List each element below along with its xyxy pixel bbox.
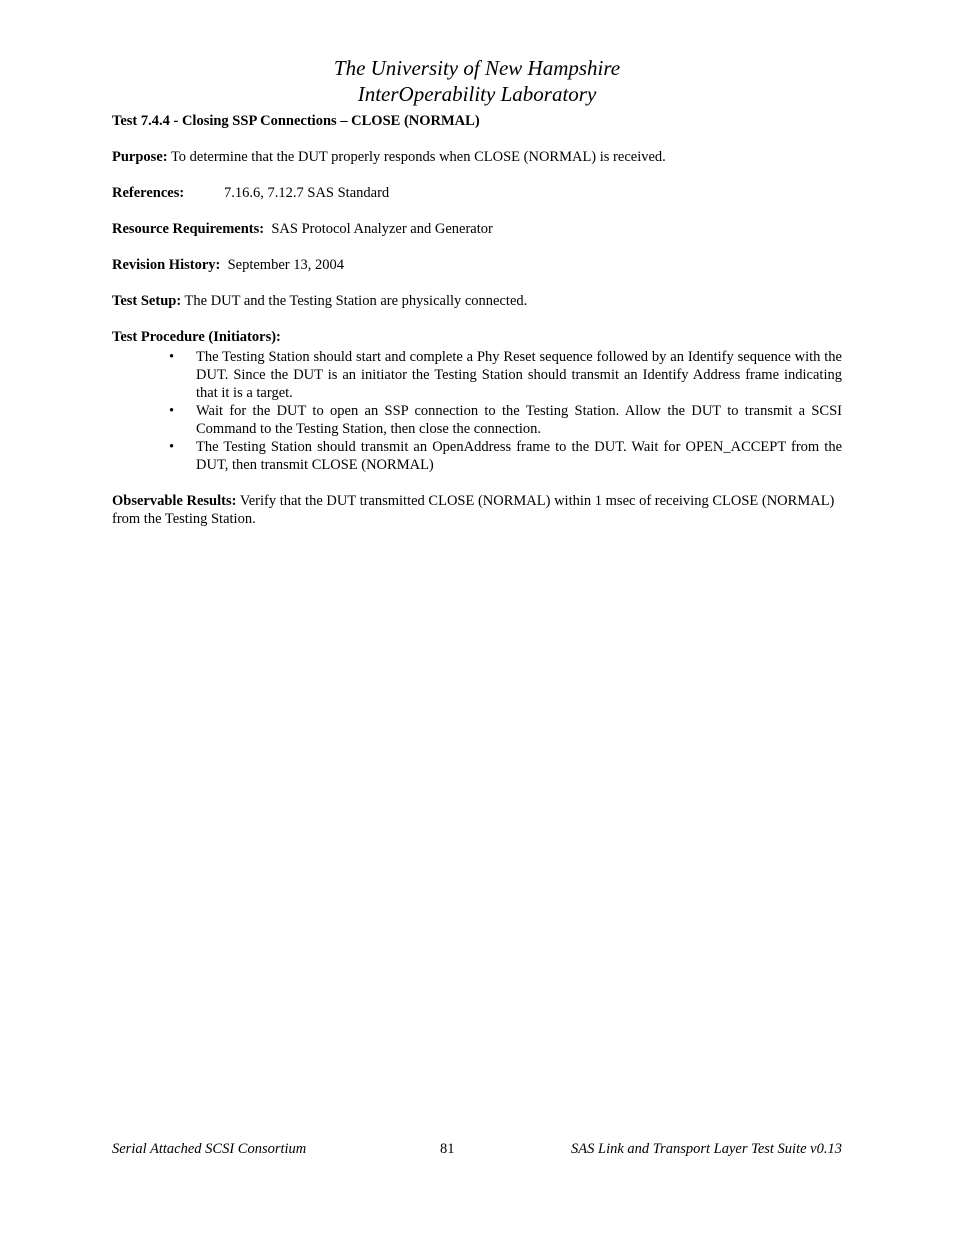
results-text: Verify that the DUT transmitted CLOSE (NORMAL) within 1 msec of receiving CLOSE (NORMAL) from the Testing Station. <box>112 493 835 527</box>
procedure-step <box>112 438 842 474</box>
procedure-list <box>112 348 842 474</box>
setup-paragraph <box>112 292 842 310</box>
document-footer <box>112 1140 842 1158</box>
footer-consortium: Serial Attached SCSI Consortium <box>112 1141 307 1157</box>
bullet-icon: • <box>169 349 175 365</box>
procedure-step <box>112 348 842 402</box>
test-section <box>112 112 842 546</box>
procedure-step-text: Wait for the DUT to open an SSP connection to the Testing Station. Allow the DUT to transmit a SCSI Command to the Testing Station, then close the connection. <box>196 403 842 437</box>
procedure-step <box>112 402 842 438</box>
resources-paragraph <box>112 220 842 238</box>
purpose-label: Purpose: <box>112 149 168 165</box>
page-number: 81 <box>440 1141 455 1157</box>
bullet-icon: • <box>169 403 175 419</box>
purpose-paragraph <box>112 148 842 166</box>
purpose-text: To determine that the DUT properly responds when CLOSE (NORMAL) is received. <box>167 149 666 165</box>
revision-paragraph <box>112 256 842 274</box>
procedure-step-text: The Testing Station should start and complete a Phy Reset sequence followed by an Identify sequence with the DUT. Since the DUT is an initiator the Testing Station should transmit an Identify Address frame indicating that it is a target. <box>196 349 842 401</box>
references-text: 7.16.6, 7.12.7 SAS Standard <box>224 185 390 201</box>
document-header <box>0 55 954 107</box>
setup-text: The DUT and the Testing Station are physically connected. <box>181 293 528 309</box>
footer-suite-title: SAS Link and Transport Layer Test Suite v0.13 <box>571 1141 842 1157</box>
revision-label: Revision History: <box>112 257 221 273</box>
resources-text: SAS Protocol Analyzer and Generator <box>264 221 493 237</box>
header-laboratory: InterOperability Laboratory <box>357 82 597 106</box>
setup-label: Test Setup: <box>112 293 182 309</box>
revision-text: September 13, 2004 <box>220 257 344 273</box>
results-label: Observable Results: <box>112 493 237 509</box>
results-paragraph <box>112 492 842 528</box>
header-university: The University of New Hampshire <box>333 56 621 80</box>
references-paragraph <box>112 184 842 202</box>
test-title: Test 7.4.4 - Closing SSP Connections – CLOSE (NORMAL) <box>112 113 480 129</box>
resources-label: Resource Requirements: <box>112 221 265 237</box>
procedure-label: Test Procedure (Initiators): <box>112 329 281 345</box>
procedure-step-text: The Testing Station should transmit an OpenAddress frame to the DUT. Wait for OPEN_ACCEPT from the DUT, then transmit CLOSE (NORMAL) <box>196 439 842 473</box>
bullet-icon: • <box>169 439 175 455</box>
references-label: References: <box>112 185 185 201</box>
